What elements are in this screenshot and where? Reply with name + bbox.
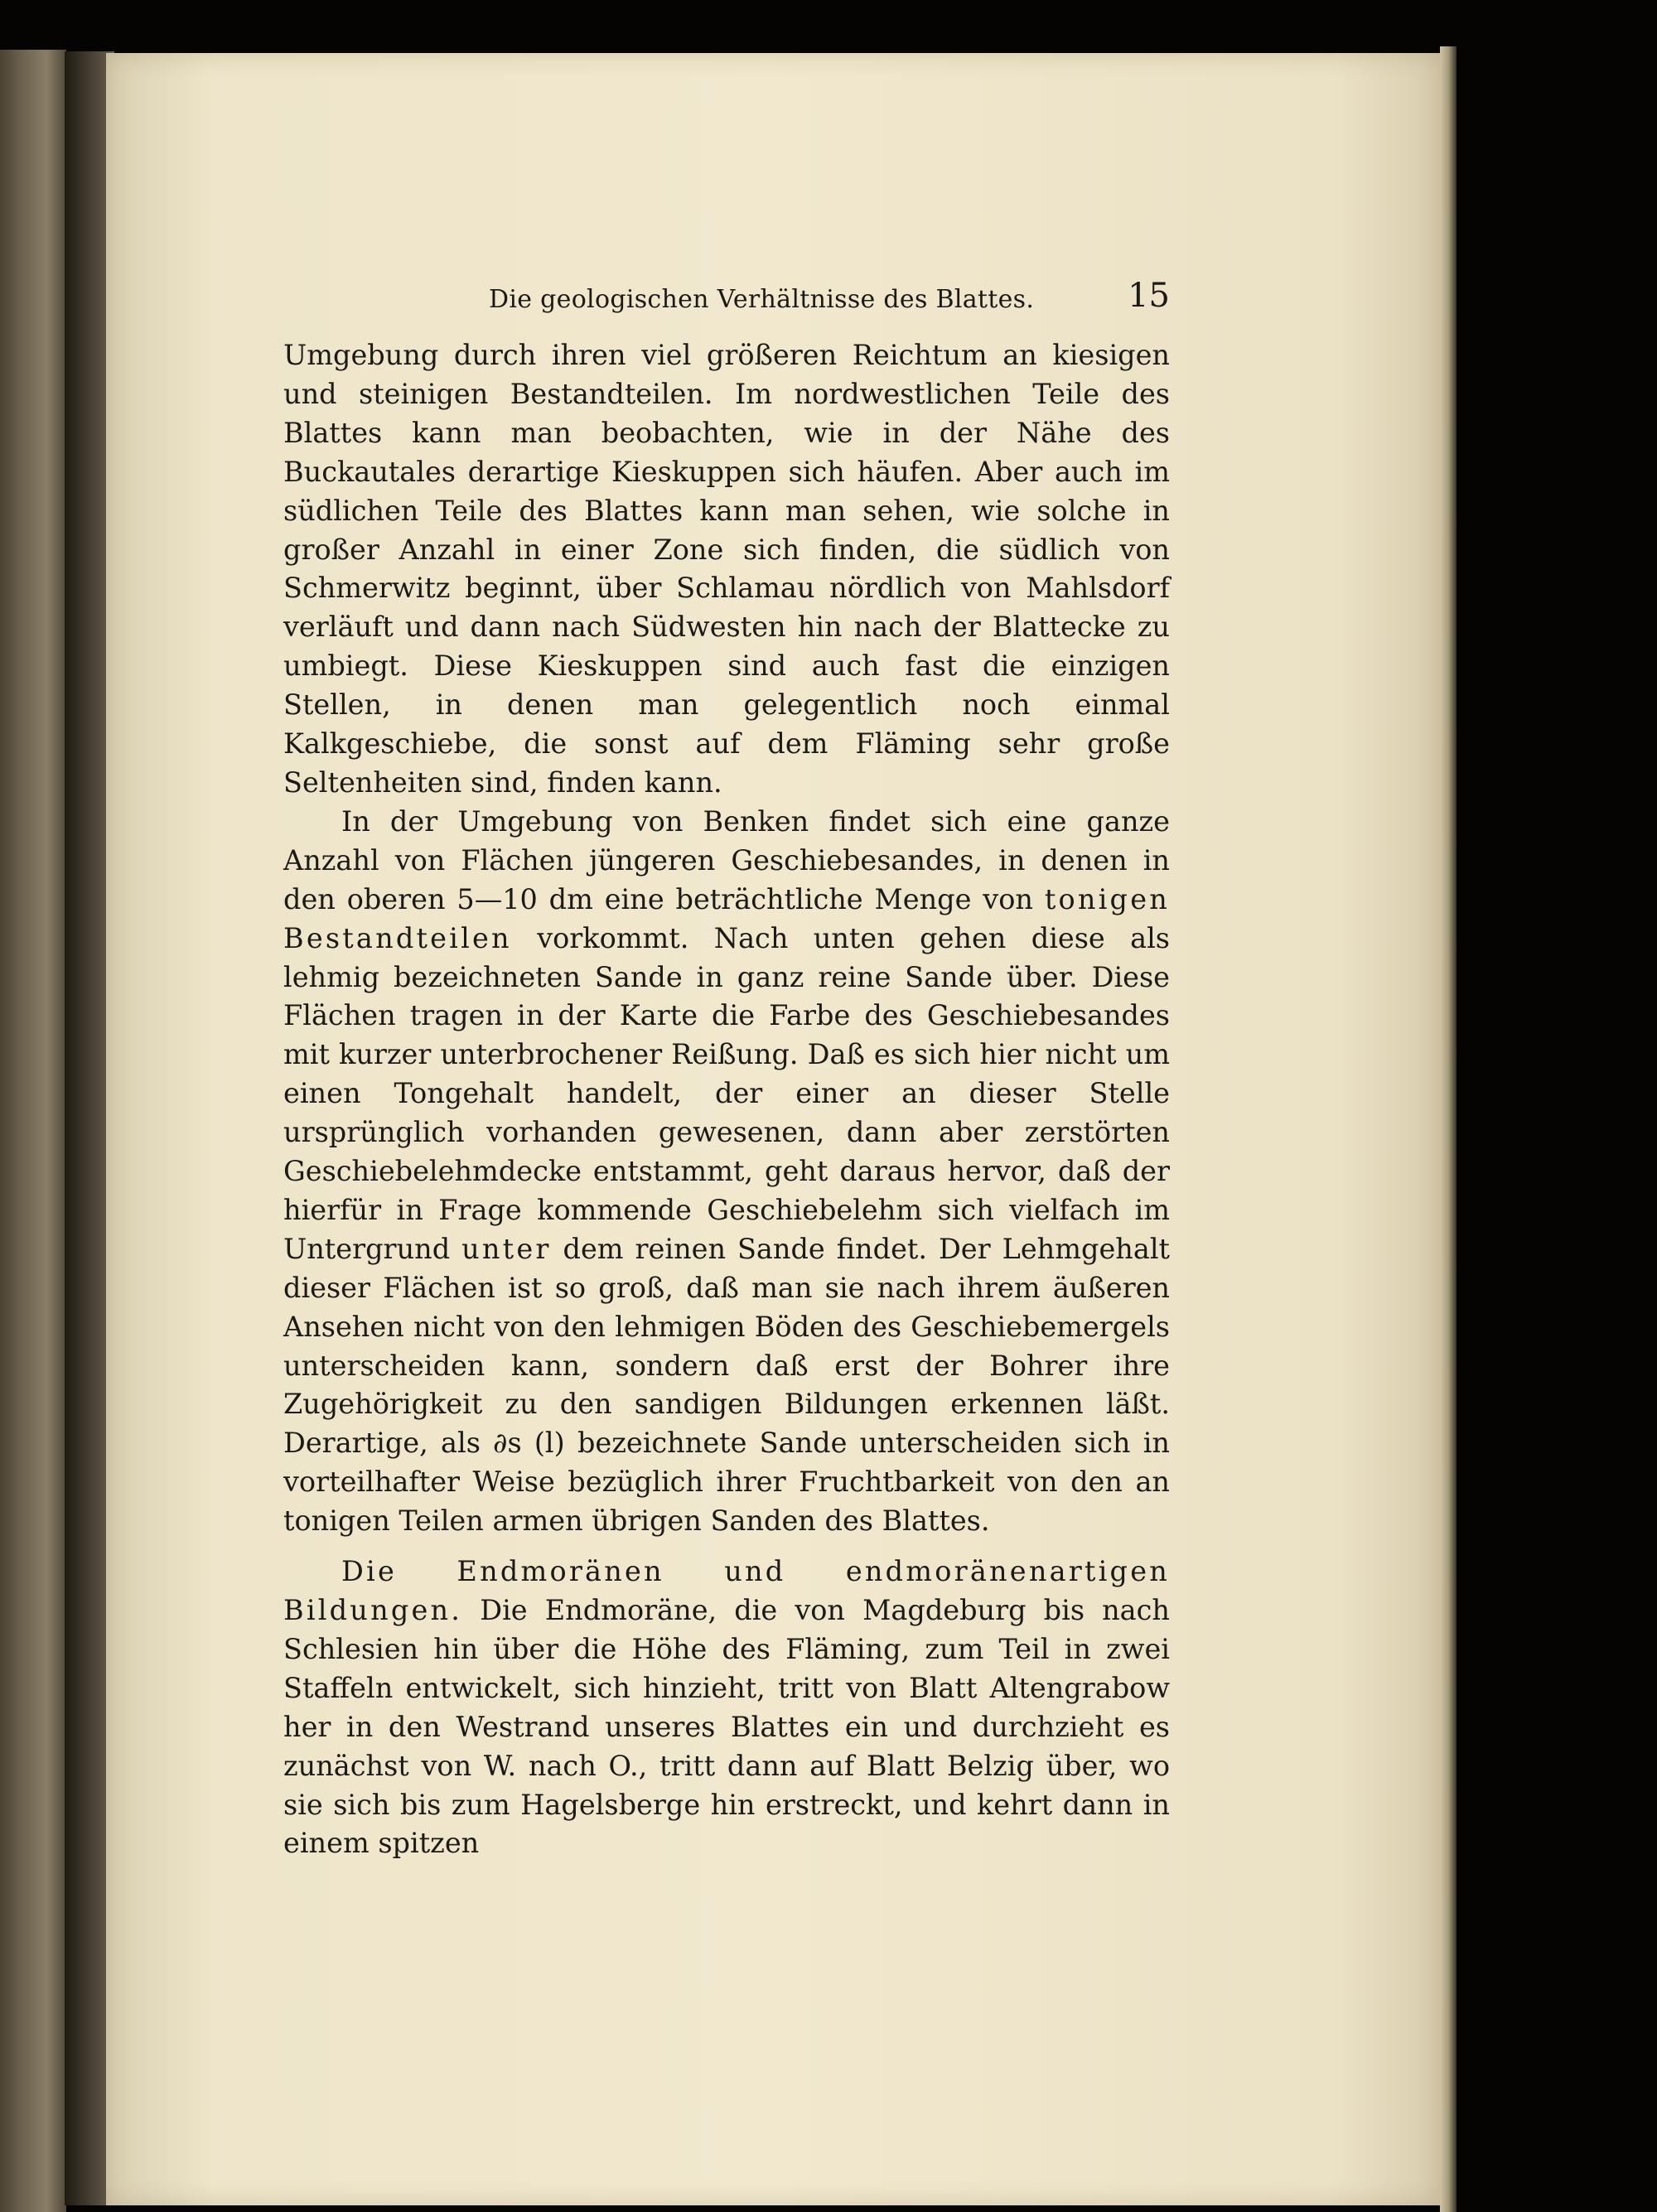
- paragraph: [283, 1553, 1170, 1863]
- running-title: Die geologischen Verhältnisse des Blattes.: [489, 285, 1035, 314]
- page-number: 15: [1128, 277, 1170, 315]
- text-run: bezeichnete Sande unterscheiden sich in vorteilhafter Weise bezüglich ihrer Fruchtbarkeit von den an tonigen Teilen armen übrigen Sanden des Blattes.: [283, 1427, 1170, 1538]
- emphasized-text: unter: [461, 1232, 552, 1265]
- text-run: In der Umgebung von Benken findet sich eine ganze Anzahl von Flächen jüngeren Geschiebesandes, in denen in den oberen 5—10 dm eine beträchtliche Menge von: [283, 804, 1170, 915]
- body-text: [283, 336, 1170, 1863]
- facing-page-edge: [0, 50, 66, 2212]
- paragraph: Umgebung durch ihren viel größeren Reichtum an kiesigen und steinigen Bestandteilen. Im nordwestlichen Teile des Blattes kann man beobachten, wie in der Nähe des Buckautales derartige Kieskuppen sich häufen. Aber auch im südlichen Teile des Blattes kann man sehen, wie solche in großer Anzahl in einer Zone sich finden, die südlich von Schmerwitz beginnt, über Schlamau nördlich von Mahlsdorf verläuft und dann nach Südwesten hin nach der Blattecke zu umbiegt. Diese Kieskuppen sind auch fast die einzigen Stellen, in denen man gelegentlich noch einmal Kalkgeschiebe, die sonst auf dem Fläming sehr große Seltenheiten sind, finden kann.: [283, 339, 1170, 799]
- text-run: Die Endmoräne, die von Magdeburg bis nach Schlesien hin über die Höhe des Fläming, zum Teil in zwei Staffeln entwickelt, sich hinzieht, tritt von Blatt Altengrabow her in den Westrand unseres Blattes ein und durchzieht es zunächst von W. nach O., tritt dann auf Blatt Belzig über, wo sie sich bis zum Hagelsberge hin erstreckt, und kehrt dann in einem spitzen: [283, 1594, 1170, 1860]
- text-run: vorkommt. Nach unten gehen diese als lehmig bezeichneten Sande in ganz reine Sande über. Diese Flächen tragen in der Karte die Farbe des Geschiebesandes mit kurzer unterbrochener Reißung. Daß es sich hier nicht um einen Tongehalt handelt, der einer an dieser Stelle ursprünglich vorhanden gewesenen, dann aber zerstörten Geschiebelehmdecke entstammt, geht daraus hervor, daß der hierfür in Frage kommende Geschiebelehm sich vielfach im Untergrund: [283, 921, 1170, 1265]
- emphasized-text: tonigen Bestandteilen: [283, 882, 1170, 954]
- section-heading: Die Endmoränen und endmoränenartigen Bildungen.: [283, 1555, 1170, 1626]
- page-edge: [1440, 46, 1457, 2212]
- page-header: [489, 277, 1170, 326]
- map-symbol: ∂s (l): [493, 1427, 565, 1460]
- text-run: dem reinen Sande findet. Der Lehmgehalt dieser Flächen ist so groß, daß man sie nach ihrem äußeren Ansehen nicht von den lehmigen Böden des Geschiebemergels unterscheiden kann, sondern daß erst der Bohrer ihre Zugehörigkeit zu den sandigen Bildungen erkennen läßt. Derartige, als: [283, 1232, 1170, 1460]
- paragraph: [283, 803, 1170, 1541]
